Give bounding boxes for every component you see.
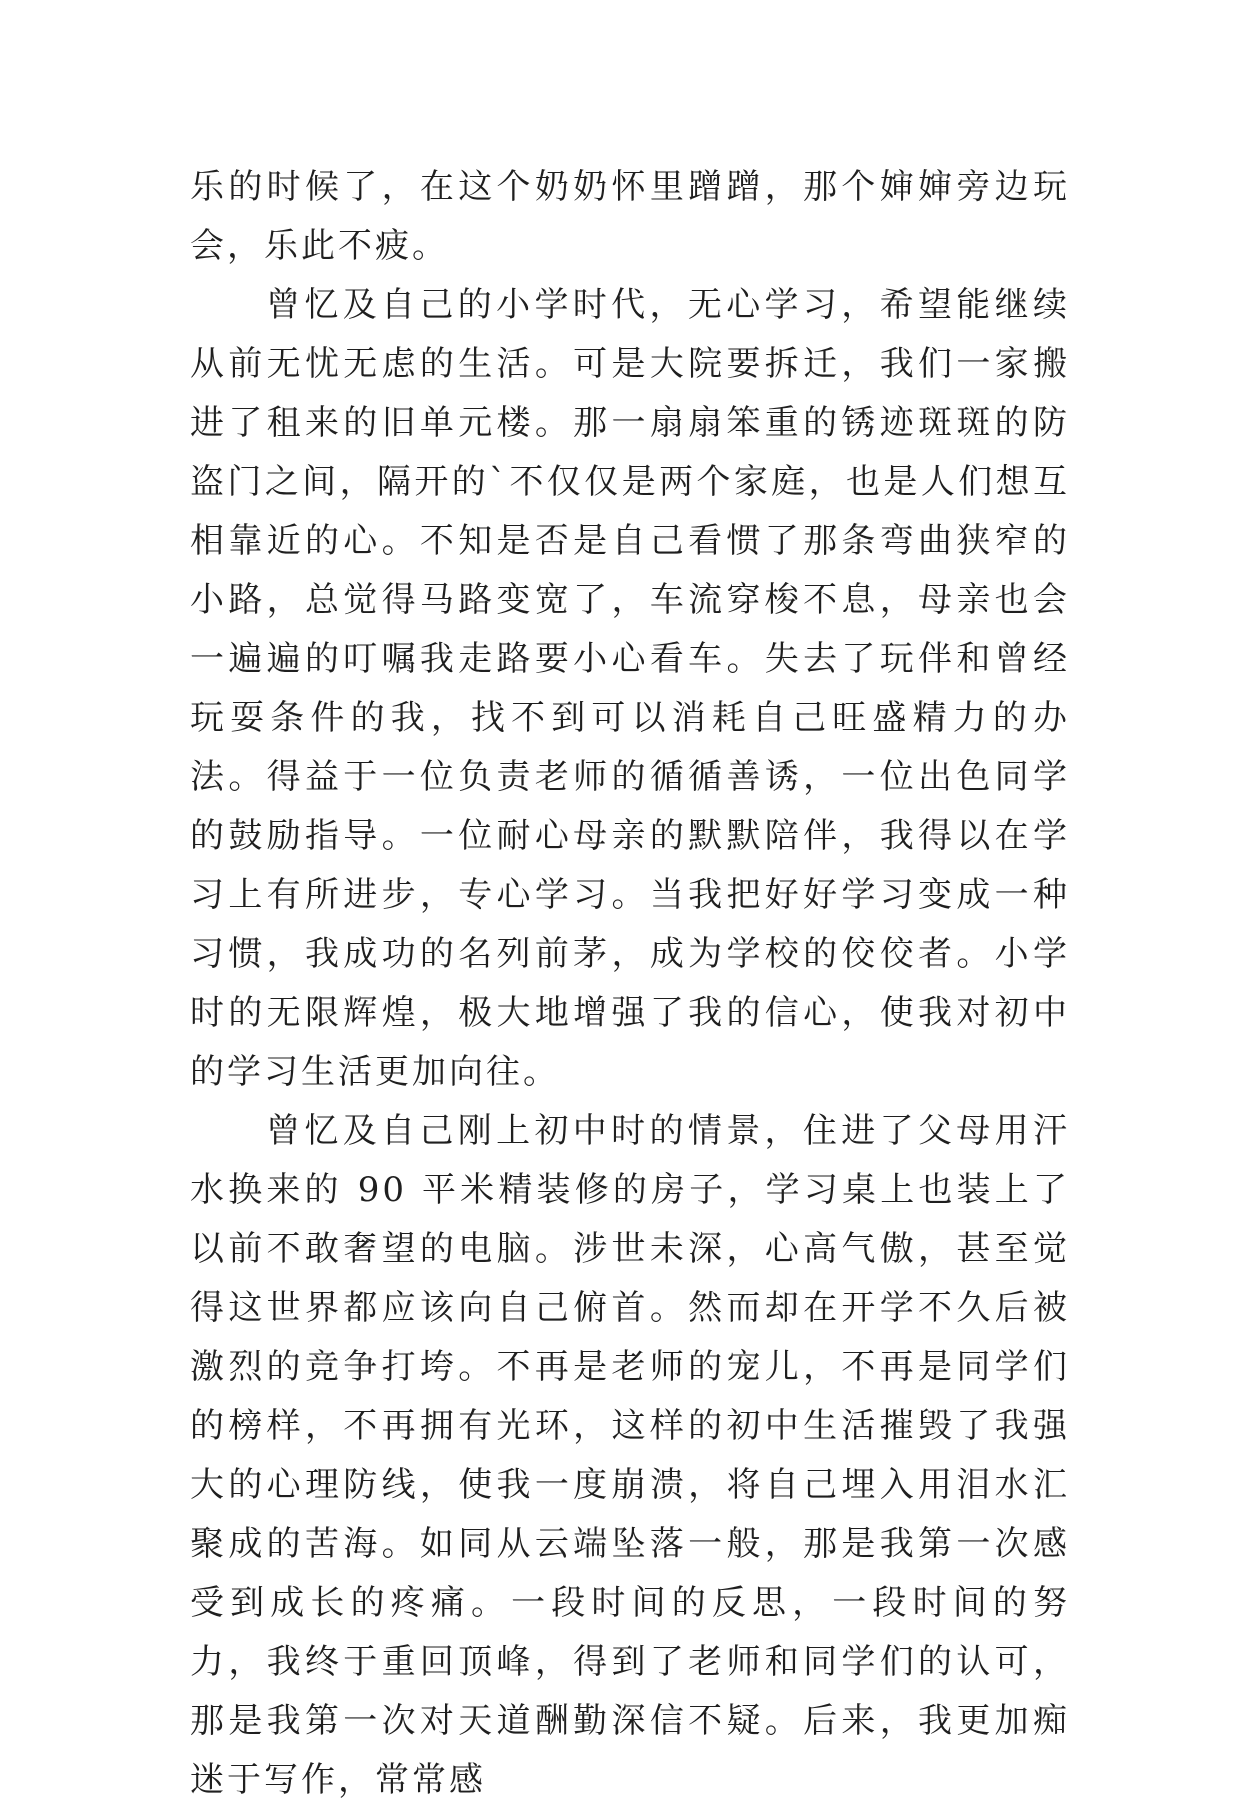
paragraph-3: 曾忆及自己刚上初中时的情景，住进了父母用汗水换来的 90 平米精装修的房子，学习桌上也装上了以前不敢奢望的电脑。涉世未深，心高气傲，甚至觉得这世界都应该向自己俯首。然而却在开学不久后被激烈的竞争打垮。不再是老师的宠儿，不再是同学们的榜样，不再拥有光环，这样的初中生活摧毁了我强大的心理防线，使我一度崩溃，将自己埋入用泪水汇聚成的苦海。如同从云端坠落一般，那是我第一次感受到成长的疼痛。一段时间的反思，一段时间的努力，我终于重回顶峰，得到了老师和同学们的认可，那是我第一次对天道酬勤深信不疑。后来，我更加痴迷于写作，常常感 [190,1111,1070,1800]
paragraph-1: 乐的时候了，在这个奶奶怀里蹭蹭，那个婶婶旁边玩会，乐此不疲。 [190,167,1070,266]
paragraph-2: 曾忆及自己的小学时代，无心学习，希望能继续从前无忧无虑的生活。可是大院要拆迁，我们一家搬进了租来的旧单元楼。那一扇扇笨重的锈迹斑斑的防盗门之间，隔开的`不仅仅是两个家庭，也是人们想互相靠近的心。不知是否是自己看惯了那条弯曲狭窄的小路，总觉得马路变宽了，车流穿梭不息，母亲也会一遍遍的叮嘱我走路要小心看车。失去了玩伴和曾经玩耍条件的我，找不到可以消耗自己旺盛精力的办法。得益于一位负责老师的循循善诱，一位出色同学的鼓励指导。一位耐心母亲的默默陪伴，我得以在学习上有所进步，专心学习。当我把好好学习变成一种习惯，我成功的名列前茅，成为学校的佼佼者。小学时的无限辉煌，极大地增强了我的信心，使我对初中的学习生活更加向往。 [190,285,1070,1092]
document-body [190,158,1070,1810]
